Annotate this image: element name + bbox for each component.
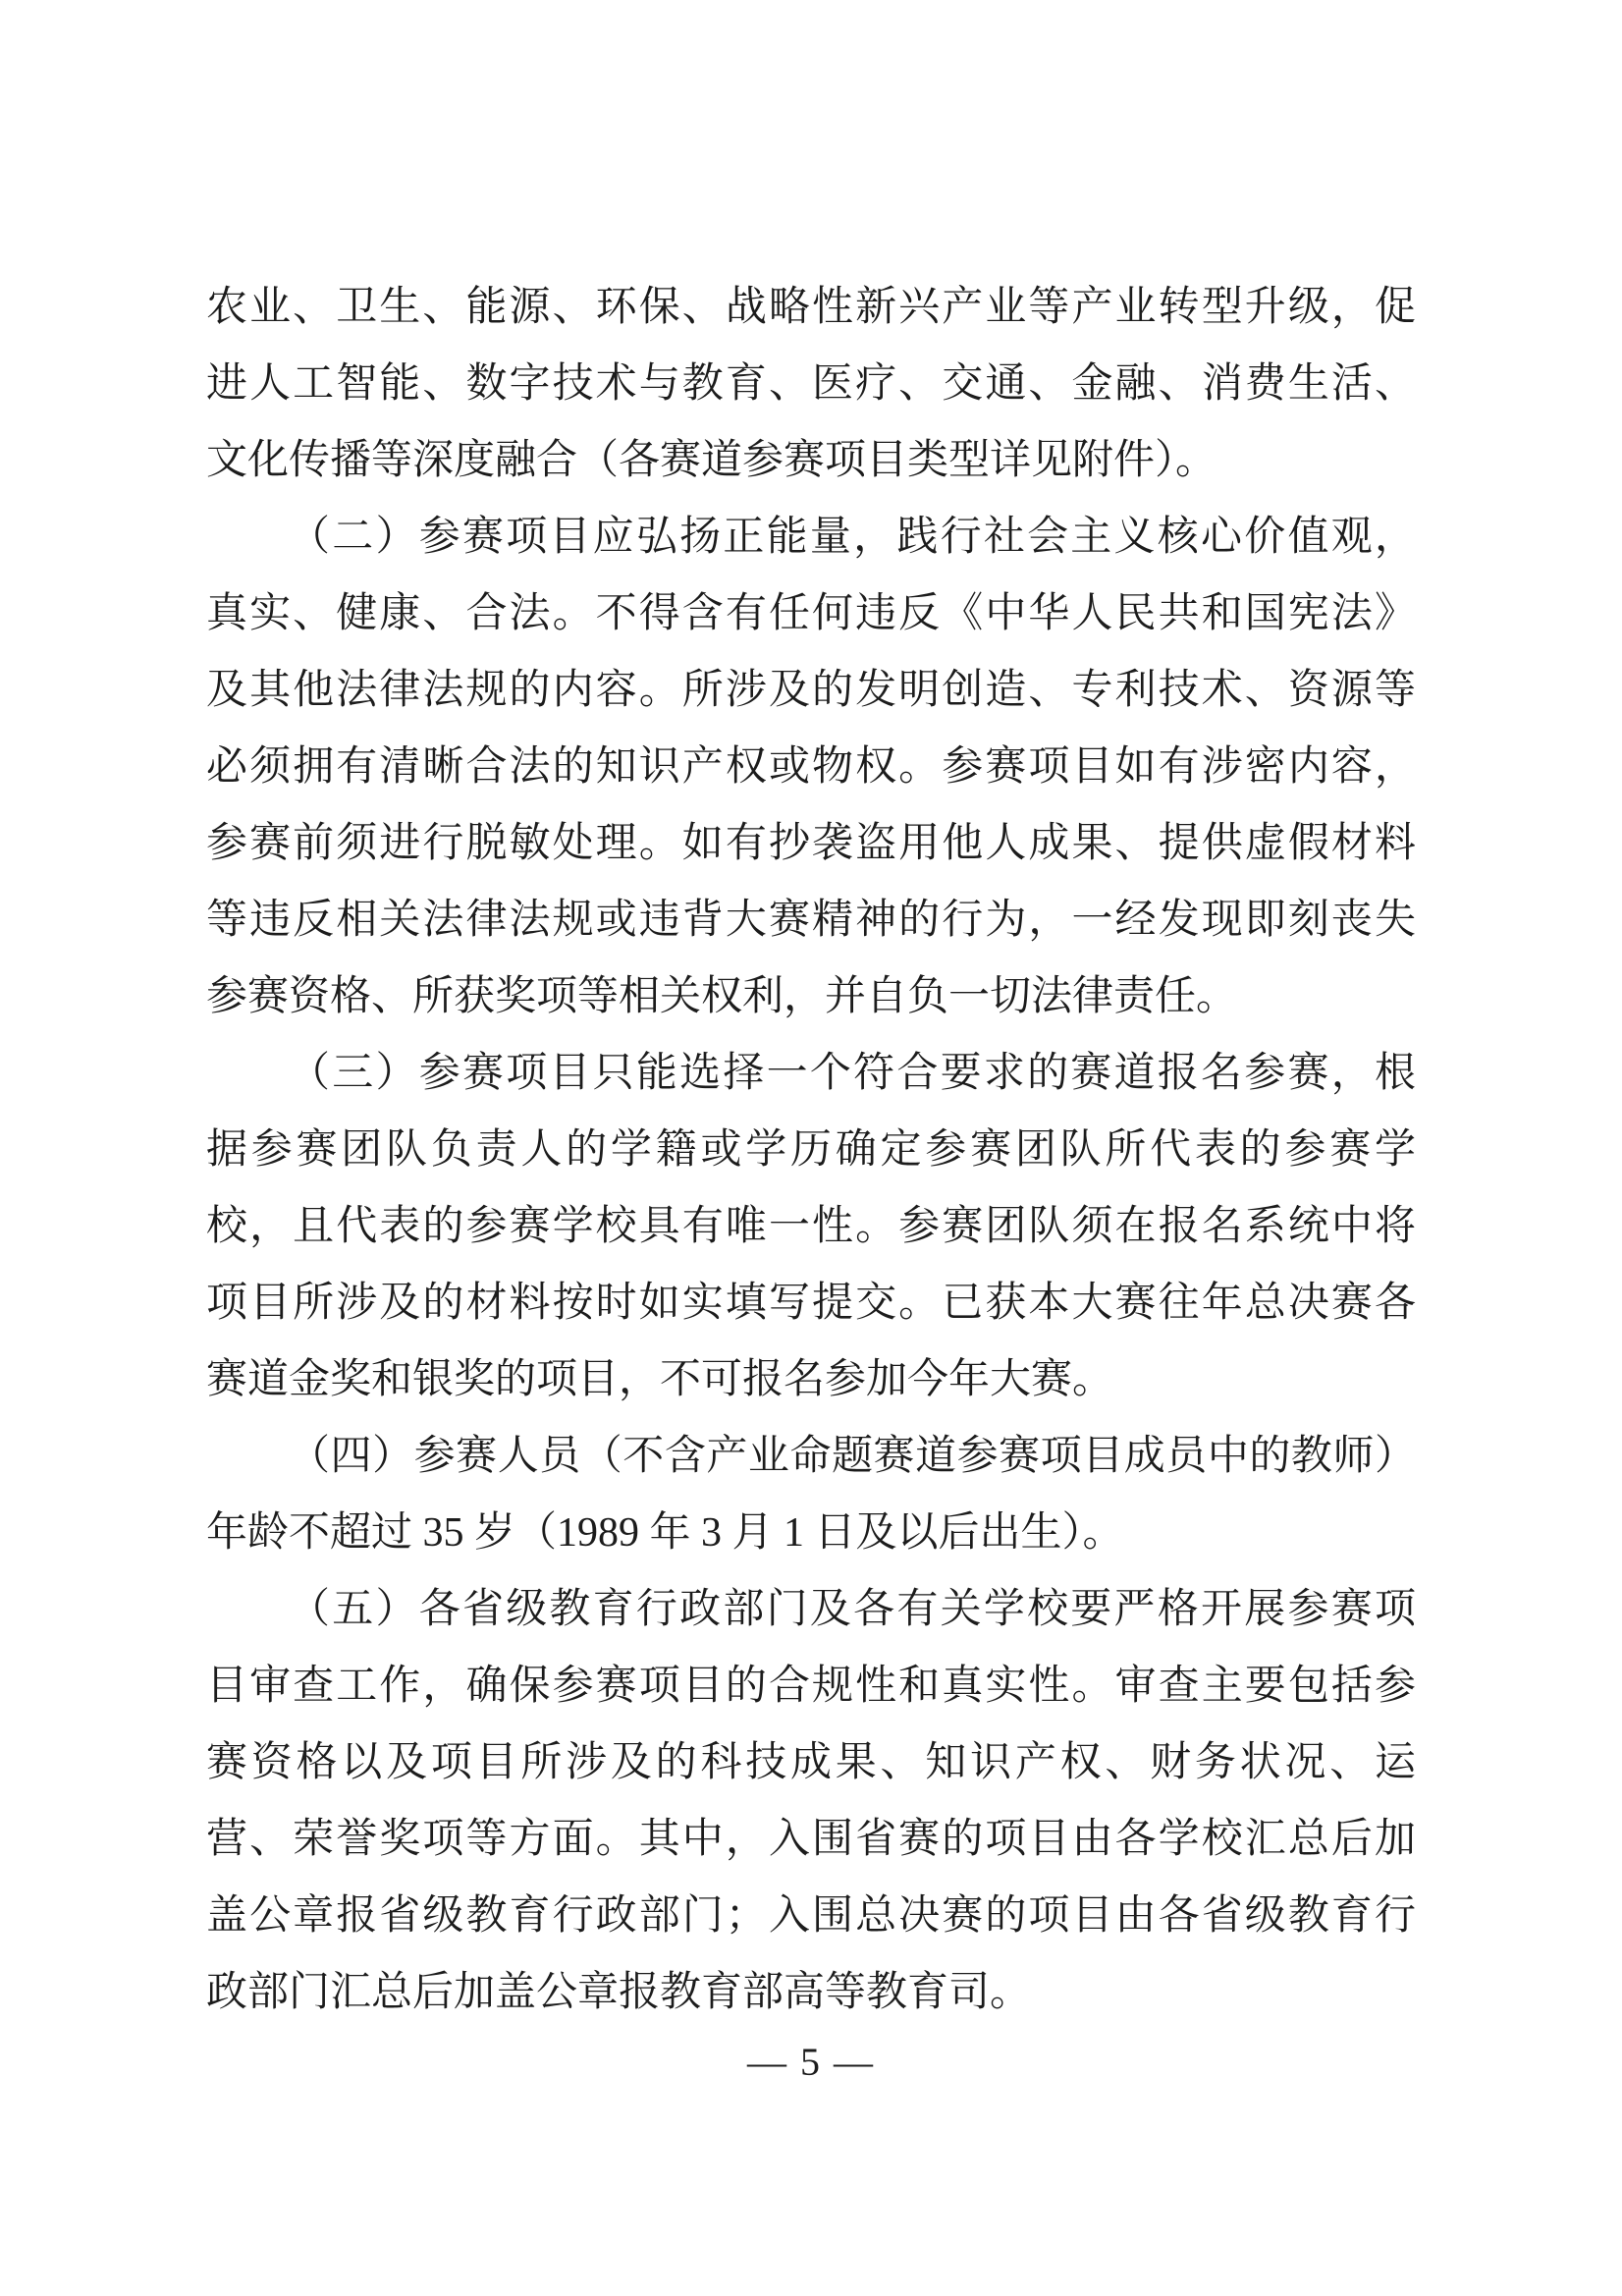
text-line: 参赛前须进行脱敏处理。如有抄袭盗用他人成果、提供虚假材料: [206, 821, 1416, 866]
text-line: 目审查工作，确保参赛项目的合规性和真实性。审查主要包括参: [206, 1664, 1416, 1709]
text-line: 进人工智能、数字技术与教育、医疗、交通、金融、消费生活、: [206, 361, 1416, 407]
text-line: （四）参赛人员（不含产业命题赛道参赛项目成员中的教师）: [289, 1434, 1416, 1479]
text-line: 赛资格以及项目所涉及的科技成果、知识产权、财务状况、运: [206, 1740, 1416, 1785]
text-line: 政部门汇总后加盖公章报教育部高等教育司。: [206, 1970, 1032, 2015]
paragraph-item-3: [206, 1035, 1416, 1418]
text-line: 盖公章报省级教育行政部门；入围总决赛的项目由各省级教育行: [206, 1893, 1416, 1939]
text-line: 等违反相关法律法规或违背大赛精神的行为，一经发现即刻丧失: [206, 898, 1416, 943]
text-line: 文化传播等深度融合（各赛道参赛项目类型详见附件）。: [206, 438, 1217, 483]
text-line: （二）参赛项目应弘扬正能量，践行社会主义核心价值观，: [289, 515, 1416, 560]
text-line: （五）各省级教育行政部门及各有关学校要严格开展参赛项: [289, 1587, 1416, 1632]
text-line: 年龄不超过 35 岁（1989 年 3 月 1 日及以后出生）。: [206, 1510, 1124, 1556]
paragraph-item-2: [206, 499, 1416, 1035]
text-line: 农业、卫生、能源、环保、战略性新兴产业等产业转型升级，促: [206, 285, 1416, 330]
text-line: （三）参赛项目只能选择一个符合要求的赛道报名参赛，根: [289, 1051, 1416, 1096]
document-body: [206, 269, 1416, 2031]
page-number: — 5 —: [747, 2040, 875, 2084]
text-line: 项目所涉及的材料按时如实填写提交。已获本大赛往年总决赛各: [206, 1281, 1416, 1326]
text-line: 真实、健康、合法。不得含有任何违反《中华人民共和国宪法》: [206, 591, 1416, 636]
text-line: 参赛资格、所获奖项等相关权利，并自负一切法律责任。: [206, 974, 1238, 1019]
paragraph-item-4: [206, 1418, 1416, 1571]
paragraph-continuation: [206, 269, 1416, 499]
text-line: 必须拥有清晰合法的知识产权或物权。参赛项目如有涉密内容，: [206, 744, 1416, 790]
text-line: 赛道金奖和银奖的项目，不可报名参加今年大赛。: [206, 1357, 1114, 1402]
text-line: 及其他法律法规的内容。所涉及的发明创造、专利技术、资源等: [206, 668, 1416, 713]
text-line: 校，且代表的参赛学校具有唯一性。参赛团队须在报名系统中将: [206, 1204, 1416, 1249]
text-line: 营、荣誉奖项等方面。其中，入围省赛的项目由各学校汇总后加: [206, 1817, 1416, 1862]
paragraph-item-5: [206, 1571, 1416, 2031]
text-line: 据参赛团队负责人的学籍或学历确定参赛团队所代表的参赛学: [206, 1127, 1416, 1173]
